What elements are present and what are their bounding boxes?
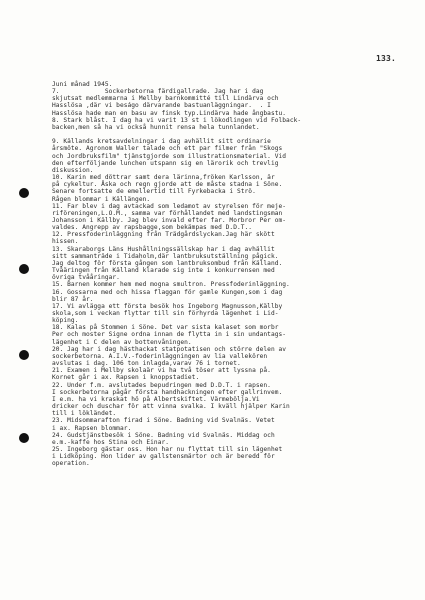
text-line: hissen. [52, 238, 79, 246]
text-line: i ax. Rapsen blommar. [52, 424, 132, 432]
text-line: I sockerbetorna pågår första handhackningen efter gallrinvem. [52, 388, 283, 396]
text-line: 24. Gudstjänstbesök i Söne. Badning vid Svalnäs. Middag och [52, 431, 275, 439]
text-line: riföreningen,L.O.M., samma var förhållandet med landstingsman [52, 209, 283, 217]
text-line: 17. Vi avlägga ett första besök hos Ingeborg Magnusson,Källby [52, 302, 283, 310]
text-line: 8. Stark blåst. I dag ha vi varit 13 st i lökodlingen vid Folback- [52, 116, 302, 124]
text-line: I e.m. ha vi kraskat hö på Albertskiftet. Värmebölja.Vi [52, 395, 260, 403]
text-line: skola,som i veckan flyttar till sin förhyrda lägenhet i Lid- [52, 310, 279, 317]
text-line: 11. Far blev i dag avtackad som ledamot av styrelsen för meje- [52, 202, 287, 210]
text-line: i Lidköping. Hon lider av gallstensmärtor och är beredd för [52, 453, 275, 461]
text-line: köping. [52, 317, 79, 325]
text-line: övriga tvååringar. [52, 274, 120, 282]
diary-text [52, 81, 412, 467]
punch-hole [19, 350, 29, 360]
text-line: Kornet går i ax. Rapsen i knoppstadiet. [52, 374, 200, 382]
text-line: årsmöte. Agronom Waller talade och ett par filmer från "Skogs [52, 145, 283, 153]
text-line: Hasslösa ,där vi beságo därvarande bastuanläggningar. . I [52, 102, 271, 110]
text-line: den efterföljande lunchen utspann sig en lärorik och trevlig [52, 159, 279, 167]
text-line: 18. Kalas på Stommen i Söne. Det var sista kalaset som morbr [52, 324, 279, 332]
text-line: lägenhet i C delen av bottenvåningen. [52, 338, 192, 346]
text-line: operation. [52, 460, 90, 468]
text-line: 16. Gossarna med och hissa flaggan för gamle Kungen,som i dag [52, 288, 283, 296]
text-line: backen,men så ha vi också hunnit rensa hela tunnlandet. [52, 123, 260, 131]
text-line: 7. Sockerbetorna färdigallrade. Jag har i dag [52, 88, 264, 96]
text-line: Per och moster Signe ordna innan de flytta in i sin undantags- [52, 331, 287, 339]
text-line: 12. Pressfoderinläggning från Trädgårdslyckan.Jag här skött [52, 231, 275, 239]
text-line: Senare fortsatte de emellertid till Fyrkebacka i Strö. [52, 188, 256, 196]
text-line: 25. Ingeborg gästar oss. Hon har nu flyttat till sin lägenhet [52, 445, 283, 453]
text-line: 20. Jag har i dag hästhackat statpotatisen och större delen av [52, 345, 287, 353]
text-line: Juni månad 1945. [52, 81, 113, 88]
page-number: 133. [376, 54, 397, 63]
punch-hole [19, 433, 29, 443]
text-line: sitt sammanträde i Tidaholm,där lantbruksutställning pågick. [52, 252, 279, 260]
text-line: 21. Examen i Mellby skolaär vi ha två töser att lyssna på. [52, 367, 271, 375]
text-line: Tvåäringen från Källand klarade sig inte i konkurrensen med [52, 267, 275, 275]
text-line: Rågen blommar i Källängen. [52, 195, 151, 203]
text-line: skjutsat medlemmarna i Mellby barnkommitté till Lindärva och [52, 95, 279, 103]
text-line: blir 87 år. [52, 295, 94, 303]
text-line: e.m.-kaffe hos Stina och Einar. [52, 438, 170, 446]
text-line: sockerbetorna. A.I.V.-foderinläggningen av lia vallekören [52, 352, 268, 360]
text-line: 22. Under f.m. avslutades bepudringen med D.D.T. i rapsen. [52, 381, 271, 389]
punch-hole [19, 264, 29, 274]
text-line: 10. Karin med döttrar samt dera lärinna,fröken Karlsson, är [52, 174, 275, 182]
text-line: Jag deltog för första gången som lantbruksombud från Källand. [52, 259, 283, 267]
text-line: på cykeltur. Åska och regn gjorde att de måste stadna i Söne. [52, 181, 283, 189]
text-line: Johansson i Källby. Jag blev invald efter far. Morbror Per om- [52, 216, 287, 224]
text-line: Hasslösa hade man en basu av finsk typ.Lindärva hade ångbastu. [52, 109, 287, 117]
punch-hole [19, 188, 29, 198]
text-line: dricker och duschar för att vinna svalka. I kväll hjälper Karin [52, 403, 290, 411]
text-line: valdes. Angrepp av rapsbagge,som bekämpas med D.D.T.. [52, 224, 253, 232]
text-line: 15. Barnen kommer hem med mogna smultron. Pressfoderinläggning. [52, 281, 290, 289]
text-line: avslutas i dag. 106 ton inlagda,varav 76 i tornet. [52, 360, 241, 368]
text-line: och Jordbruksfilm" tjänstgjorde som illustrationsmaterial. Vid [52, 152, 287, 160]
text-line: till i lökländet. [52, 410, 117, 418]
text-line: 23. Midsommarafton firad i Söne. Badning vid Svalnäs. Vetet [52, 417, 275, 425]
text-line: diskussion. [52, 166, 94, 174]
text-line: 9. Källands kretsavdelningar i dag avhällit sitt ordinarie [52, 138, 271, 146]
text-line: 13. Skaraborgs Läns Hushållningssällskap har i dag avhällit [52, 245, 275, 253]
text-line [52, 131, 412, 138]
